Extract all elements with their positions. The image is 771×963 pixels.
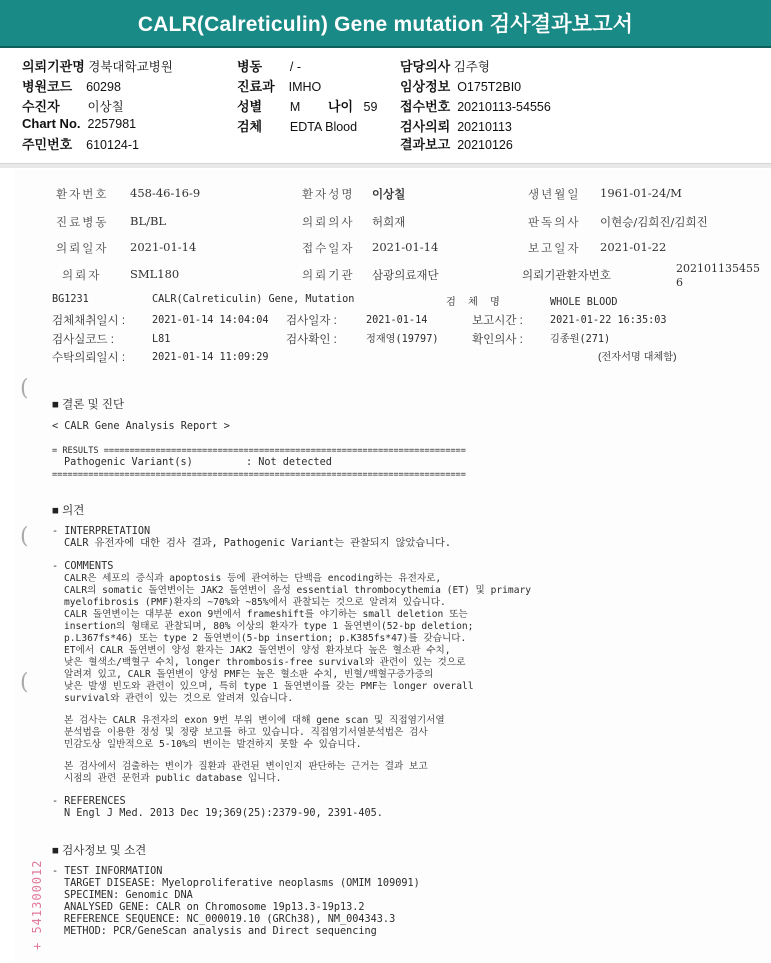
test-date-label: 검사일자 :	[286, 315, 337, 327]
receipt-date-value: 2021-01-14	[372, 240, 439, 254]
referring-doctor-value: 허희재	[372, 215, 406, 229]
results-divider: ================================================================================	[52, 470, 466, 480]
test-details-section-title: ■ 검사정보 및 소견	[52, 845, 147, 857]
test-information-heading: - TEST INFORMATION	[52, 866, 163, 877]
sex: 성별 M	[237, 99, 301, 114]
report-name: < CALR Gene Analysis Report >	[52, 421, 230, 432]
patient-name-value: 이상칠	[372, 187, 406, 201]
comments-paragraph-1: CALR은 세포의 증식과 apoptosis 등에 관여하는 단백을 encoding하는 유전자로, CALR의 somatic 돌연변이는 JAK2 돌연변이 음성 essential thrombocythemia (ET) 및 primary myelofibrosis (PMF)환자의 ~70%와 ~85%에서 관찰되는 것으로 알려져 있습니다. CALR 돌연변이는 대부분 exon 9번에서 frameshift를 야기하는 small deletion 또는 insertion의 형태로 관찰되며, 80% 이상의 환자가 type 1 돌연변이(52-bp deletion; p.L367fs*46) 또는 type 2 돌연변이(5-bp insertion; p.K385fs*47)를 갖습니다. ET에서 CALR 돌연변이 양성 환자는 JAK2 돌연변이 양성 환자보다 높은 혈소판 수치, 낮은 혈색소/백혈구 수치, longer thrombosis-free survival와 관련이 있는 것으로 알려져 있고, CALR 돌연변이 양성 PMF는 높은 혈소판 수치, 빈혈/백혈구증가증의 낮은 발생 빈도와 관련이 있으며, 특히 type 1 돌연변이를 갖는 PMF는 longer overall survival와 관련이 있는 것으로 알려져 있습니다.	[64, 573, 532, 704]
results-header-line: = RESULTS ======================================================================	[52, 446, 466, 456]
clinical-info: 임상정보 O175T2BI0	[400, 79, 522, 94]
opinion-section-title: ■ 의견	[52, 505, 85, 517]
hospital-code: 병원코드 60298	[22, 79, 121, 94]
interpretation-text: CALR 유전자에 대한 검사 결과, Pathogenic Variant는 관찰되지 않았습니다.	[64, 538, 451, 549]
birth-date-label: 생년월일	[528, 187, 581, 201]
punch-hole-mark: (	[20, 670, 29, 695]
report-title: CALR(Calreticulin) Gene mutation 검사결과보고서	[0, 0, 771, 48]
patient-name-label: 환자성명	[302, 187, 355, 201]
department: 진료과 IMHO	[237, 79, 322, 94]
ward-label: 진료병동	[56, 215, 109, 229]
punch-hole-mark: (	[20, 524, 29, 549]
confirm-label: 검사확인 :	[286, 334, 337, 346]
institution-value: 삼광의료재단	[372, 268, 439, 282]
unit-code-value: L81	[152, 334, 171, 345]
institution-patient-no-value-2: 6	[676, 276, 683, 289]
referring-doctor-label: 의뢰의사	[302, 215, 355, 229]
collected-label: 검체채취일시 :	[52, 315, 126, 327]
variant-value: : Not detected	[246, 457, 332, 468]
age: 나이 59	[328, 99, 378, 114]
verify-value: 김종원(271)	[550, 334, 611, 345]
received-value: 2021-01-14 11:09:29	[152, 352, 269, 363]
birth-date-value: 1961-01-24/M	[600, 186, 682, 200]
confirm-value: 정재영(19797)	[366, 334, 439, 345]
reading-doctor-label: 판독의사	[528, 215, 581, 229]
comments-paragraph-3: 본 검사에서 검출하는 변이가 질환과 관련된 변이인지 판단하는 근거는 결과 보고 시점의 관련 문헌과 public database 입니다.	[64, 761, 428, 784]
received-label: 수탁의뢰일시 :	[52, 352, 126, 364]
side-stamp-text: + 541300012	[30, 859, 44, 950]
interpretation-heading: - INTERPRETATION	[52, 526, 151, 537]
doctor: 담당의사 김주형	[400, 59, 490, 74]
collected-value: 2021-01-14 14:04:04	[152, 315, 269, 326]
reading-doctor-value: 이현승/김희진/김희진	[600, 215, 708, 229]
report-header	[0, 53, 771, 165]
request-date: 검사의뢰 20210113	[400, 119, 512, 134]
ward: 병동 / -	[237, 59, 302, 74]
electronic-signature-note: (전자서명 대체함)	[598, 352, 677, 363]
test-name: CALR(Calreticulin) Gene, Mutation	[152, 294, 355, 305]
comments-paragraph-2: 본 검사는 CALR 유전자의 exon 9번 부위 변이에 대해 gene scan 및 직접염기서열 분석법을 이용한 정성 및 정량 보고를 하고 있습니다. 직접염기서열분석법은 검사 민감도상 일반적으로 5-10%의 변이는 발견하지 못할 수 있습니다.	[64, 715, 445, 750]
scanned-report	[14, 170, 771, 963]
unit-code-label: 검사실코드 :	[52, 334, 114, 346]
ward-value: BL/BL	[130, 214, 167, 228]
request-date-value: 2021-01-14	[130, 240, 197, 254]
specimen: 검체 EDTA Blood	[237, 119, 358, 134]
report-time-value: 2021-01-22 16:35:03	[550, 315, 667, 326]
chart-no: Chart No. 2257981	[22, 116, 137, 131]
specimen-label: 검 체 명	[446, 297, 503, 308]
report-date-value: 2021-01-22	[600, 240, 667, 254]
resident-no: 주민번호 610124-1	[22, 137, 139, 152]
patient-no-value: 458-46-16-9	[130, 186, 201, 200]
side-stamp	[30, 830, 44, 950]
patient-name: 수진자 이상칠	[22, 99, 124, 114]
comments-heading: - COMMENTS	[52, 561, 114, 572]
references-heading: - REFERENCES	[52, 796, 126, 807]
references-text: N Engl J Med. 2013 Dec 19;369(25):2379-90, 2391-405.	[64, 808, 383, 819]
report-date: 결과보고 20210126	[400, 137, 513, 152]
report-time-label: 보고시간 :	[472, 315, 523, 327]
test-code: BG1231	[52, 294, 89, 305]
institution-patient-no-label: 의뢰기관환자번호	[522, 268, 611, 282]
results-section-title: ■ 결론 및 진단	[52, 399, 125, 411]
institution-label: 의뢰기관	[302, 268, 355, 282]
specimen-value: WHOLE BLOOD	[550, 297, 618, 308]
request-date-label: 의뢰일자	[56, 241, 109, 255]
requesting-institution: 의뢰기관명 경북대학교병원	[22, 59, 173, 74]
requester-label: 의뢰자	[62, 268, 102, 282]
variant-label: Pathogenic Variant(s)	[64, 457, 193, 468]
receipt-date-label: 접수일자	[302, 241, 355, 255]
report-date-label: 보고일자	[528, 241, 581, 255]
test-information-lines: TARGET DISEASE: Myeloproliferative neoplasms (OMIM 109091) SPECIMEN: Genomic DNA ANALYSED GENE: CALR on Chromosome 19p13.3-19p13.2 REFERENCE SEQUENCE: NC_000019.10 (GRCh38), NM_004343.3 METHOD: PCR/GeneScan analysis and Direct sequencing	[64, 878, 420, 937]
institution-patient-no-value: 202101135455	[676, 262, 760, 275]
patient-no-label: 환자번호	[56, 187, 109, 201]
receipt-no: 접수번호 20210113-54556	[400, 99, 551, 114]
requester-value: SML180	[130, 267, 180, 281]
test-date-value: 2021-01-14	[366, 315, 428, 326]
header-separator	[0, 163, 771, 168]
punch-hole-mark: (	[20, 376, 29, 401]
verify-label: 확인의사 :	[472, 334, 523, 346]
